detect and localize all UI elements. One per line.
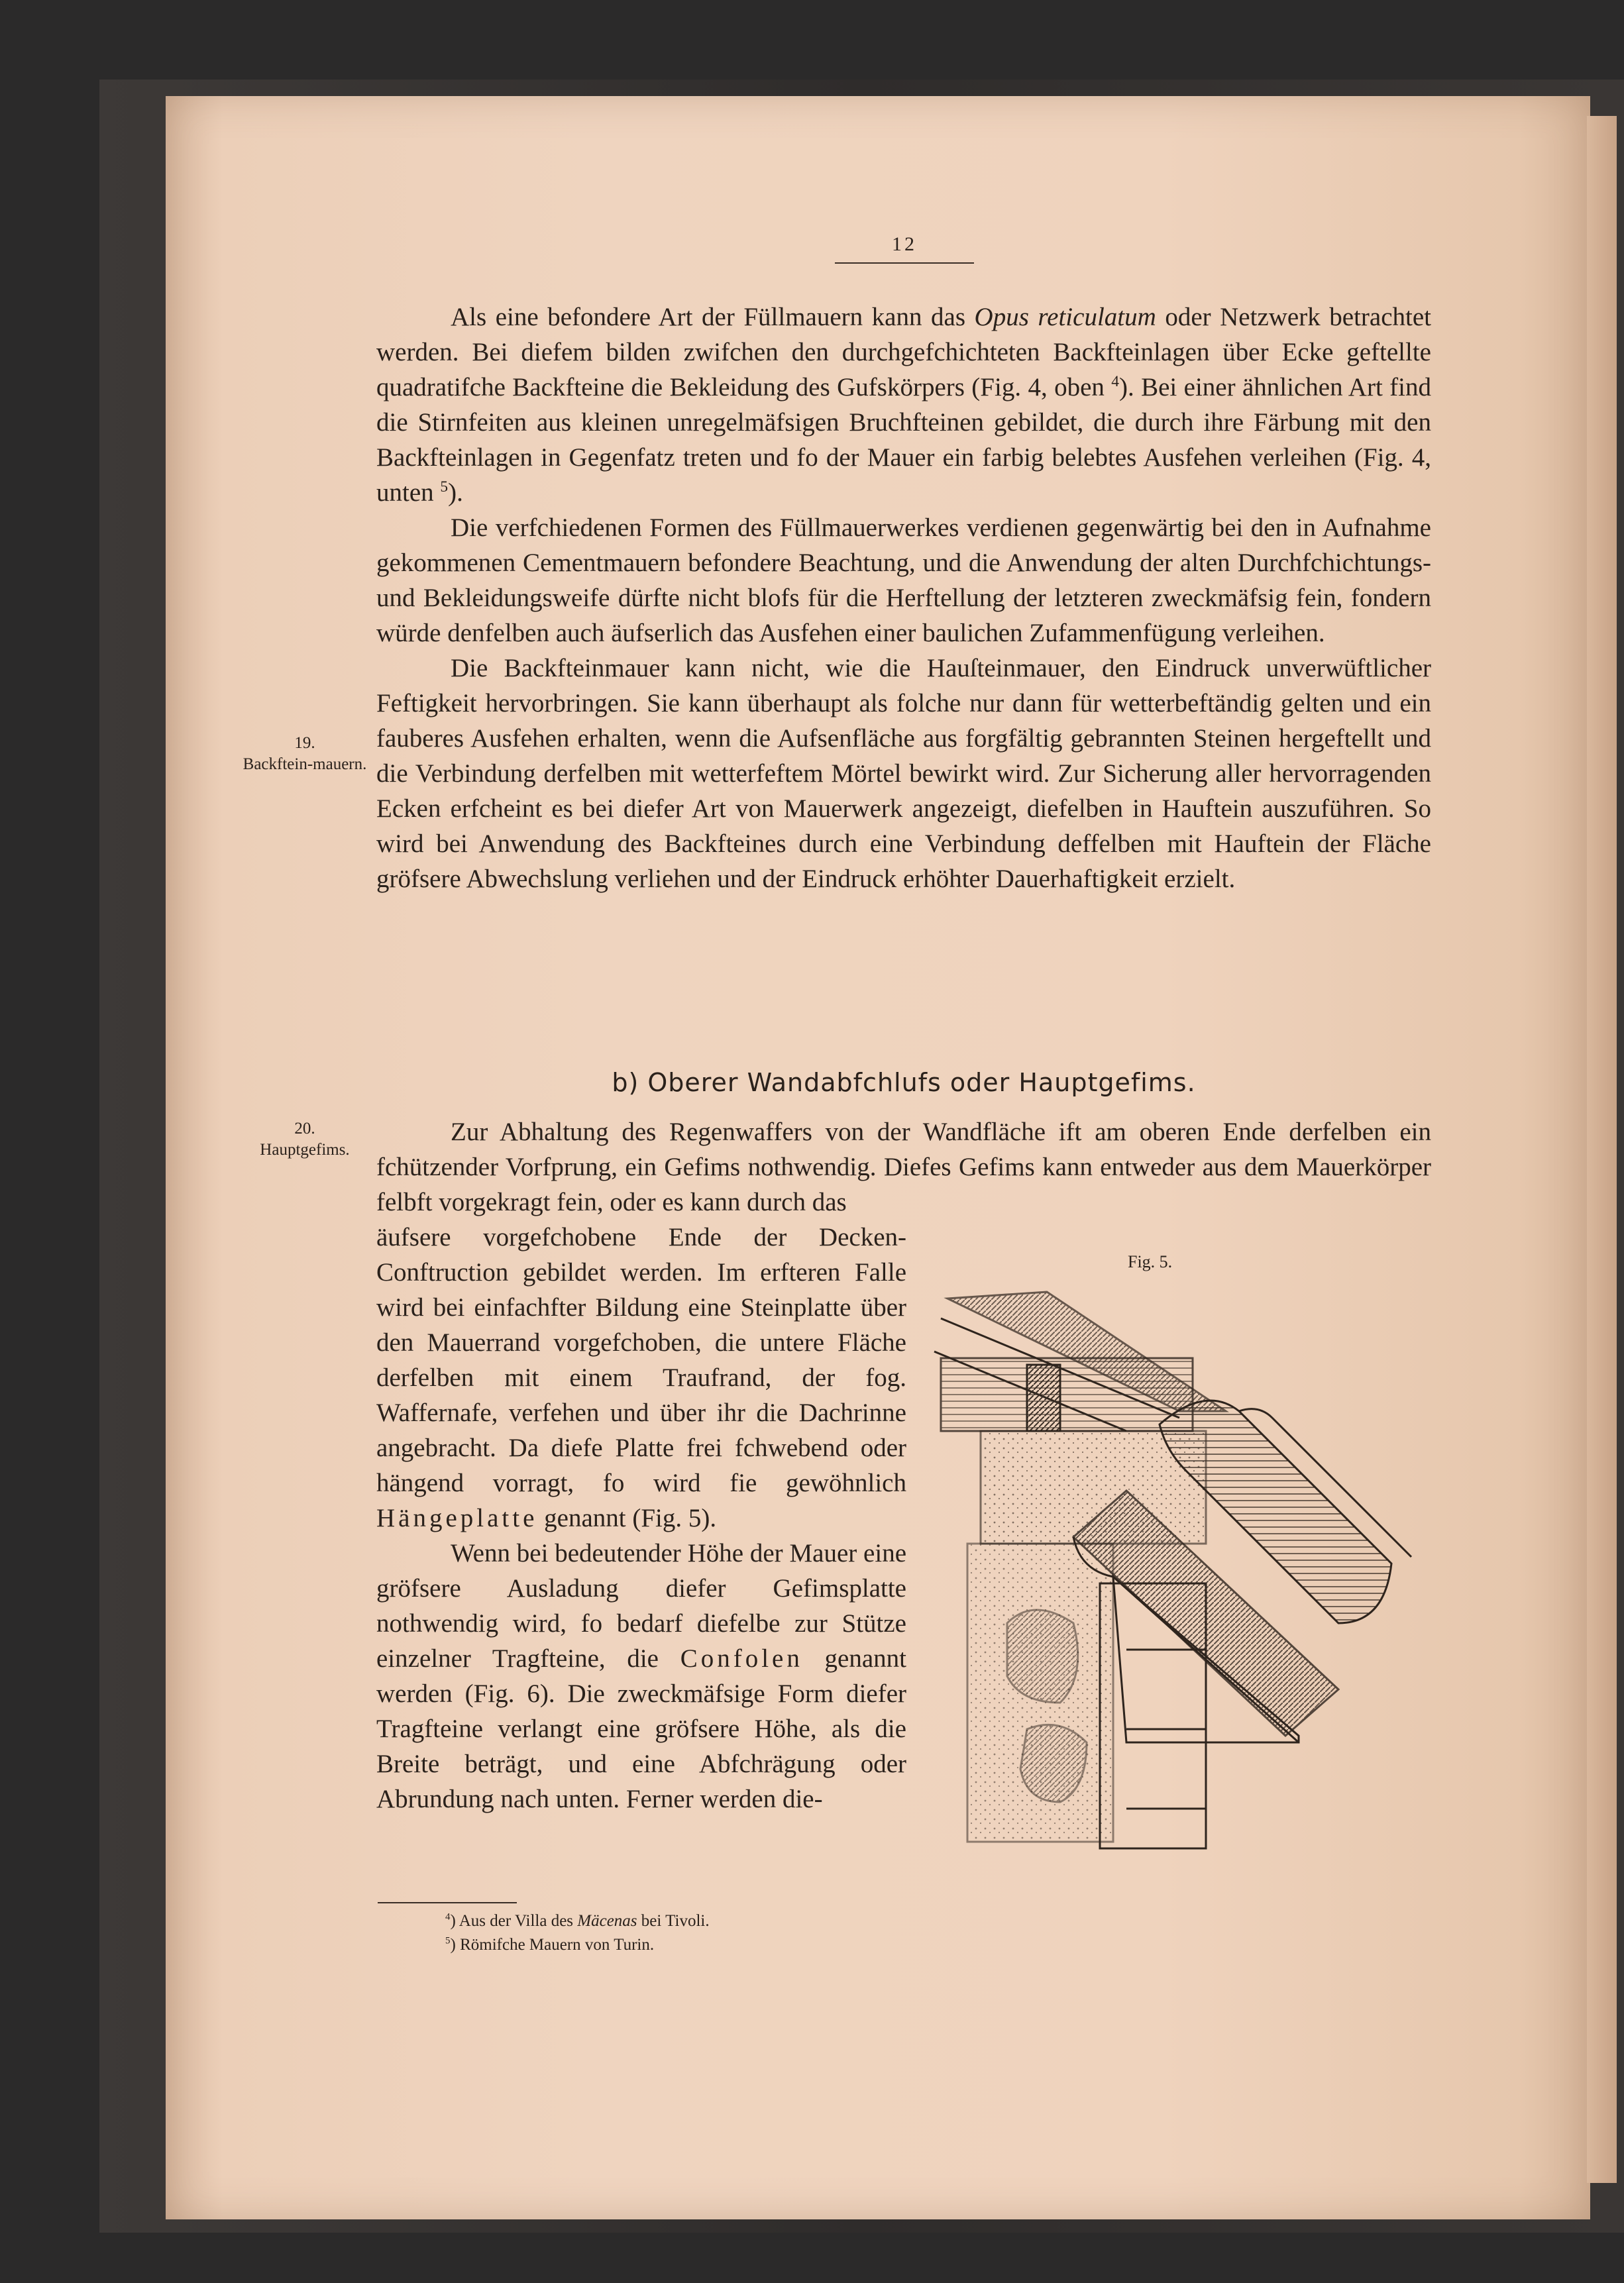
paragraph-consolen: Wenn bei bedeutender Höhe der Mauer eine gröfsere Ausladung diefer Gefimsplatte nothwendig wird, fo bedarf diefelbe zur Stütze einzelner Tragfteine, die Confolen genannt werden (Fig. 6). Die zweckmäfsige Form diefer Tragfteine verlangt eine gröfsere Höhe, als die Breite beträgt, und eine Abfchrägung oder Abrundung nach unten. Ferner werden die-	[376, 1539, 906, 1813]
margin-note-20: 20. Hauptgefims.	[260, 1120, 350, 1159]
footnote-ref-5: 5	[440, 478, 449, 496]
body-text-section-narrow	[376, 1220, 906, 1817]
paragraph-opus-reticulatum: Als eine befondere Art der Füllmauern kann das Opus reticulatum oder Netzwerk betrachtet werden. Bei diefem bilden zwifchen den durchgefchichteten Backfteinlagen über Ecke geftellte quadratifche Backfteine die Bekleidung des Gufskörpers (Fig. 4, oben $^4$). Bei einer ähnlichen Art find die Stirnfeiten aus kleinen unregelmäfsigen Bruchfteinen gebildet, die durch ihre Färbung mit den Backfteinlagen in Gegenfatz treten und fo der Mauer ein farbig belebtes Ausfehen verleihen (Fig. 4, unten $^5$).	[376, 303, 1431, 507]
paragraph-regenwasser: Zur Abhaltung des Regenwaffers von der Wandfläche ift am oberen Ende derfelben ein fchützender Vorfprung, ein Gefims nothwendig. Diefes Gefims kann entweder aus dem Mauerkörper felbft vorgekragt fein, oder es kann durch das	[376, 1118, 1431, 1216]
footnote-5: $^5$) Römifche Mauern von Turin.	[445, 1935, 655, 1954]
spaced-term-haengeplatte: Hängeplatte	[376, 1504, 538, 1532]
page-stack-edge	[1587, 116, 1617, 2183]
footnote-rule	[378, 1902, 517, 1903]
page-number-rule	[835, 262, 974, 264]
italic-term: Opus reticulatum	[974, 303, 1156, 331]
figure-5-cornice-drawing	[928, 1279, 1431, 1875]
spaced-term-consolen: Confolen	[680, 1644, 803, 1673]
paragraph-fuellmauerwerk: Die verfchiedenen Formen des Füllmauerwerkes verdienen gegenwärtig bei den in Aufnahme gekommenen Cementmauern befondere Beachtung, und die Anwendung der alten Durchfchichtungs- und Bekleidungsweife dürfte nicht blofs für die Herftellung der letzteren zweckmäfsig fein, fondern würde denfelben auch äufserlich das Ausfehen einer baulichen Zufammenfügung verleihen.	[376, 513, 1431, 647]
figure-caption: Fig. 5.	[1128, 1252, 1173, 1271]
margin-note-19: 19. Backftein-mauern.	[243, 734, 367, 773]
footnote-ref-4: 4	[1111, 373, 1119, 390]
section-heading: b) Oberer Wandabfchlufs oder Hauptgefims.	[612, 1068, 1196, 1097]
body-text-section-full	[376, 1114, 1431, 1220]
paragraph-haengeplatte: äufsere vorgefchobene Ende der Decken-Conftruction gebildet werden. Im erfteren Falle wird bei einfachfter Bildung eine Steinplatte über den Mauerrand vorgefchoben, die untere Fläche derfelben mit einem Traufrand, der fog. Waffernafe, verfehen und über ihr die Dachrinne angebracht. Da diefe Platte frei fchwebend oder hängend vorragt, fo wird fie gewöhnlich Hängeplatte genannt (Fig. 5).	[376, 1223, 906, 1532]
body-text-top	[376, 299, 1431, 896]
footnotes	[445, 1909, 710, 1957]
footnote-4: $^4$) Aus der Villa des Mäcenas bei Tivoli.	[445, 1911, 710, 1930]
paragraph-backsteinmauer: Die Backfteinmauer kann nicht, wie die Hauſteinmauer, den Eindruck unverwüftlicher Feftigkeit hervorbringen. Sie kann überhaupt als folche nur dann für wetterbeftändig gelten und ein fauberes Ausfehen erhalten, wenn die Aufsenfläche aus forgfältig gebrannten Steinen hergeftellt und die Verbindung derfelben mit wetterfeftem Mörtel bewirkt wird. Zur Sicherung aller hervorragenden Ecken erfcheint es bei diefer Art von Mauerwerk angezeigt, diefelben in Hauftein auszuführen. So wird bei Anwendung des Backfteines durch eine Verbindung deffelben mit Hauftein der Fläche gröfsere Abwechslung verliehen und der Eindruck erhöhter Dauerhaftigkeit erzielt.	[376, 654, 1431, 893]
page-number: 12	[892, 233, 917, 255]
